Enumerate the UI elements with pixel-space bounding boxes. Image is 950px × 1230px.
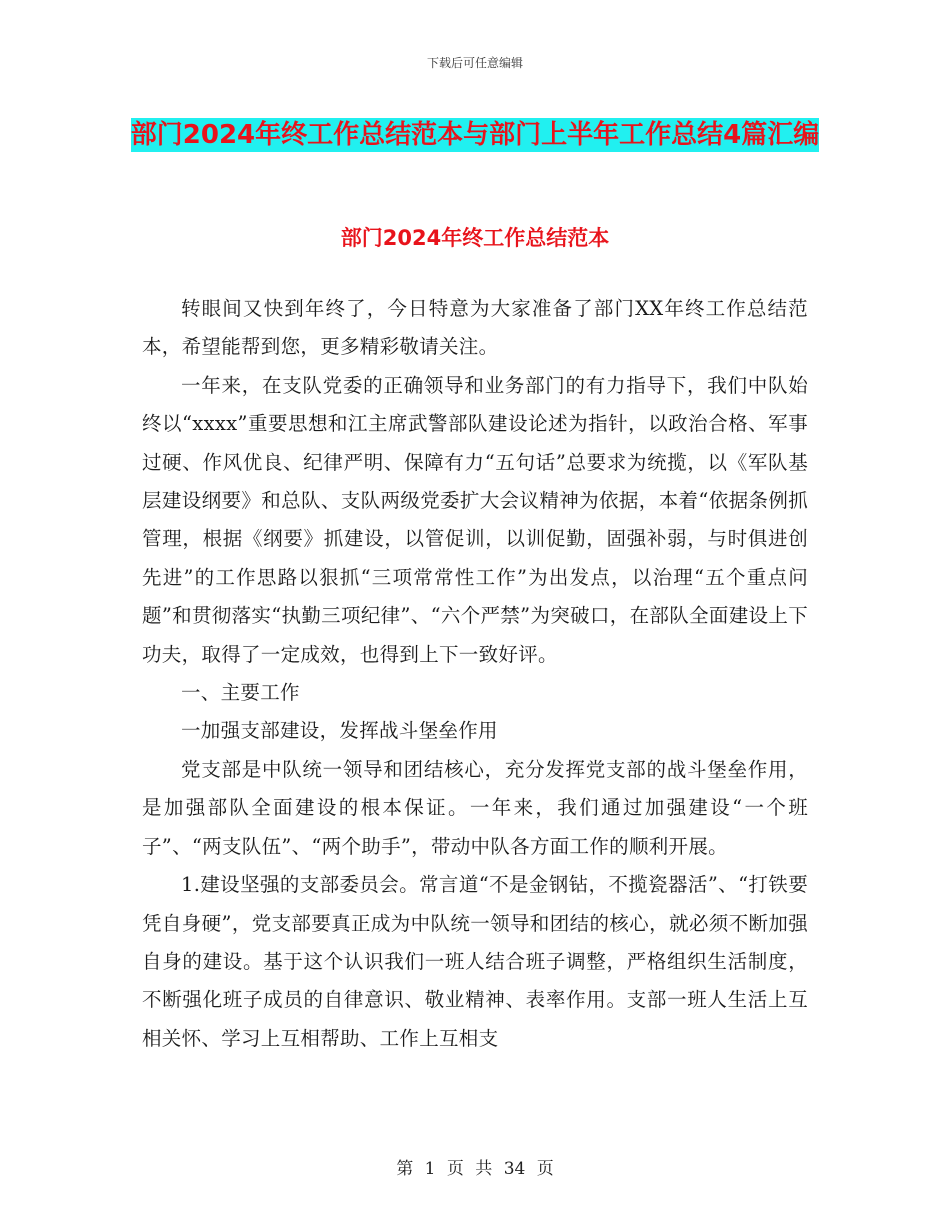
paragraph: 转眼间又快到年终了，今日特意为大家准备了部门XX年终工作总结范本，希望能帮到您，更多精彩敬请关注。 [142, 297, 808, 359]
document-title [0, 112, 950, 158]
paragraph: 党支部是中队统一领导和团结核心，充分发挥党支部的战斗堡垒作用，是加强部队全面建设的根本保证。一年来，我们通过加强建设“一个班子”、“两支队伍”、“两个助手”，带动中队各方面工作的顺利开展。 [142, 757, 808, 858]
header-note: 下载后可任意编辑 [426, 56, 523, 70]
section-title: 部门2024年终工作总结范本 [340, 226, 610, 250]
paragraph: 1.建设坚强的支部委员会。常言道“不是金钢钻，不揽瓷器活”、“打铁要凭自身硬”，党支部要真正成为中队统一领导和团结的核心，就必须不断加强自身的建设。基于这个认识我们一班人结合班子调整，严格组织生活制度，不断强化班子成员的自律意识、敬业精神、表率作用。支部一班人生活上互相关怀、学习上互相帮助、工作上互相支 [142, 873, 808, 1050]
paragraph: 一年来，在支队党委的正确领导和业务部门的有力指导下，我们中队始终以“xxxx”重要思想和江主席武警部队建设论述为指针，以政治合格、军事过硬、作风优良、纪律严明、保障有力“五句话”总要求为统揽，以《军队基层建设纲要》和总队、支队两级党委扩大会议精神为依据，本着“依据条例抓管理，根据《纲要》抓建设，以管促训，以训促勤，固强补弱，与时俱进创先进”的工作思路以狠抓“三项常常性工作”为出发点，以治理“五个重点问题”和贯彻落实“执勤三项纪律”、“六个严禁”为突破口，在部队全面建设上下功夫，取得了一定成效，也得到上下一致好评。 [142, 373, 808, 666]
page-footer: 第 1 页 共 34 页 [396, 1159, 554, 1179]
body-text [142, 290, 808, 1058]
paragraph-heading: 一、主要工作 [181, 681, 300, 705]
document-title-text: 部门2024年终工作总结范本与部门上半年工作总结4篇汇编 [130, 120, 820, 150]
paragraph-subheading: 一加强支部建设，发挥战斗堡垒作用 [181, 719, 498, 743]
